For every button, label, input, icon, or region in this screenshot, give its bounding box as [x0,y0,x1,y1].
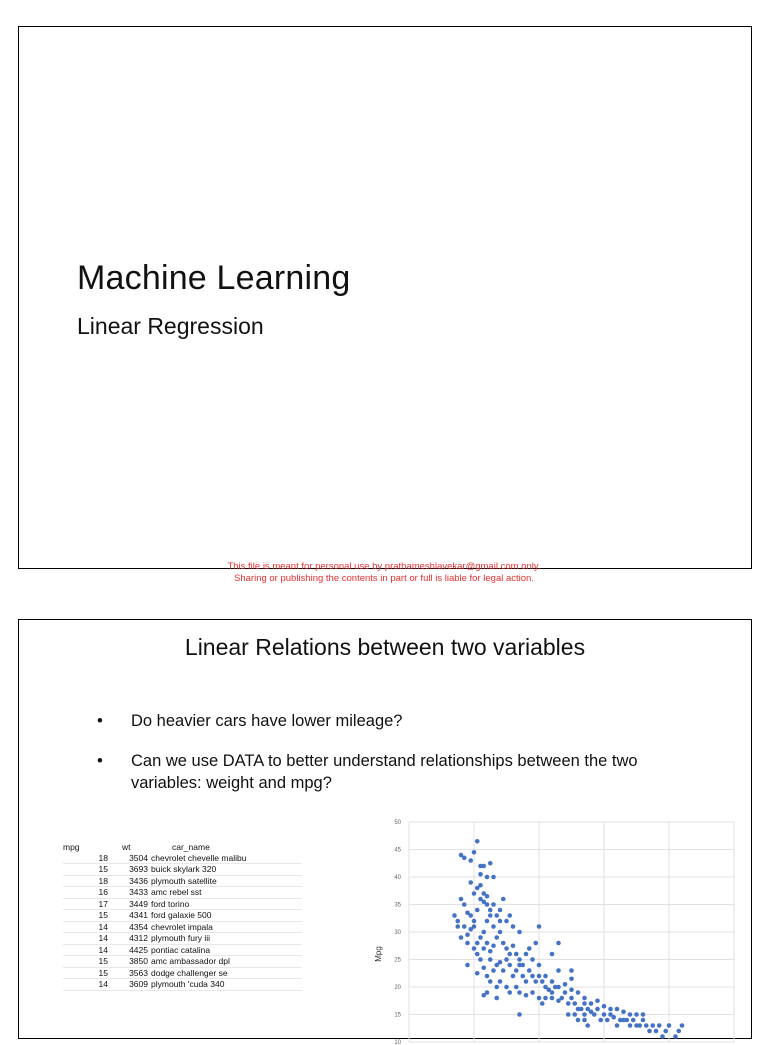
data-point [517,930,522,935]
table-header-cell: car_name [172,842,210,852]
data-point [631,1018,636,1023]
data-point [475,941,480,946]
bullet-icon: • [97,752,103,770]
y-tick-label: 15 [394,1012,401,1019]
table-cell: 4425 [129,944,148,955]
bullet-list [97,710,697,812]
data-point [533,941,538,946]
data-point [488,908,493,913]
table-cell: 3563 [129,967,148,978]
data-point [527,968,532,973]
data-point [589,1009,594,1014]
data-point [605,1018,610,1023]
data-point [576,1018,581,1023]
data-point [491,924,496,929]
slide-title: Machine Learning [77,259,351,297]
data-point [468,858,473,863]
data-point [647,1029,652,1034]
data-point [533,979,538,984]
data-point [488,913,493,918]
data-point [602,1004,607,1009]
table-row [63,968,302,980]
data-point [595,1007,600,1012]
table-cell: 15 [98,864,108,874]
table-cell: dodge challenger se [151,967,228,978]
table-cell: 14 [98,944,108,955]
data-point [530,974,535,979]
data-point [472,946,477,951]
data-point [524,979,529,984]
data-point [462,924,467,929]
data-point [517,963,522,968]
data-point [481,930,486,935]
data-point [478,864,483,869]
slide-title: Linear Relations between two variables [184,634,586,660]
table-cell: buick skylark 320 [151,864,217,874]
data-point [475,908,480,913]
data-point [530,957,535,962]
bullet-item [97,710,697,732]
watermark-notice-line1: This file is meant for personal use by prathameshlavekar@gmail.com only. [227,561,541,572]
table-cell: 15 [98,967,108,978]
y-tick-label: 10 [394,1040,401,1045]
data-point [498,908,503,913]
data-point [462,902,467,907]
data-point [452,913,457,918]
bullet-text: Can we use DATA to better understand relationships between the two variables: weight and mpg? [131,752,638,792]
table-row [63,864,302,876]
data-point [491,875,496,880]
data-point [624,1018,629,1023]
table-cell: amc ambassador dpl [151,956,230,966]
data-point [472,919,477,924]
data-point [504,919,509,924]
data-point [481,899,486,904]
data-point [481,946,486,951]
data-point [673,1034,678,1039]
data-point [556,968,561,973]
data-point [527,946,532,951]
data-point [572,1001,577,1006]
bullet-icon: • [97,712,103,730]
data-point [478,883,483,888]
data-point [494,913,499,918]
data-point [520,974,525,979]
data-point [530,990,535,995]
data-point [517,957,522,962]
data-point [485,875,490,880]
data-point [514,968,519,973]
table-cell: 18 [98,875,108,886]
data-point [511,943,516,948]
data-point [462,855,467,860]
y-tick-label: 25 [394,957,401,964]
table-row [63,933,302,945]
data-point [465,932,470,937]
table-row [63,876,302,888]
table-cell: 14 [98,933,108,943]
data-point [582,1018,587,1023]
data-point [621,1009,626,1014]
data-point [537,996,542,1001]
data-point [634,1012,639,1017]
data-point [504,985,509,990]
data-point [569,976,574,981]
data-point [543,974,548,979]
table-cell: amc rebel sst [151,887,202,897]
data-point [595,998,600,1003]
data-point [498,930,503,935]
data-point [475,971,480,976]
data-point [488,949,493,954]
table-cell: 17 [98,898,108,909]
data-point [494,935,499,940]
data-point [478,957,483,962]
data-point [498,919,503,924]
data-point [507,913,512,918]
data-point [498,979,503,984]
data-point [465,941,470,946]
y-tick-label: 45 [394,847,401,854]
data-point [501,941,506,946]
data-point [540,979,545,984]
table-cell: plymouth fury iii [151,933,211,943]
data-point [563,982,568,987]
data-point [507,990,512,995]
data-point [569,996,574,1001]
title-slide [18,26,752,569]
data-point [537,963,542,968]
data-point [504,946,509,951]
data-point [501,897,506,902]
data-point [485,990,490,995]
table-row [63,853,302,865]
data-point [602,1012,607,1017]
data-point [468,880,473,885]
data-point [465,963,470,968]
data-point [488,979,493,984]
y-axis-label: Mpg [374,946,383,962]
data-point [455,924,460,929]
data-point [550,996,555,1001]
table-cell: 4341 [129,910,148,920]
data-point [641,1012,646,1017]
data-point [485,974,490,979]
data-point [654,1029,659,1034]
data-point [511,924,516,929]
data-point [524,952,529,957]
data-point [543,996,548,1001]
data-point [507,952,512,957]
table-cell: ford torino [151,898,190,909]
data-point [537,924,542,929]
table-header-cell: mpg [63,842,80,852]
data-point [663,1029,668,1034]
table-row [63,956,302,968]
y-tick-label: 30 [394,930,401,936]
data-point [550,952,555,957]
y-tick-label: 50 [394,820,401,826]
data-point [676,1029,681,1034]
data-point [569,987,574,992]
data-point [566,1001,571,1006]
data-point [641,1018,646,1023]
data-point [540,1001,545,1006]
table-cell: 15 [98,910,108,920]
data-point [598,1018,603,1023]
data-point [488,861,493,866]
table-cell: 3504 [129,852,148,863]
table-cell: 3693 [129,864,148,874]
data-point [628,1012,633,1017]
scatter-chart [349,815,749,1045]
data-point [491,943,496,948]
table-cell: 15 [98,956,108,966]
data-point [459,935,464,940]
data-point [569,968,574,973]
data-point [615,1007,620,1012]
table-row [63,899,302,911]
table-row [63,979,302,991]
data-point [563,990,568,995]
data-point [514,952,519,957]
data-point [556,941,561,946]
table-cell: chevrolet chevelle malibu [151,852,247,863]
data-point [494,985,499,990]
bullet-item [97,750,697,794]
data-point [485,941,490,946]
data-point [511,974,516,979]
y-tick-label: 40 [394,875,401,881]
data-point [488,957,493,962]
data-point [576,990,581,995]
data-point [491,968,496,973]
table-cell: 18 [98,852,108,863]
table-cell: pontiac catalina [151,944,211,955]
data-point [472,924,477,929]
data-point [550,990,555,995]
data-point [582,996,587,1001]
data-point [566,1012,571,1017]
data-point [537,974,542,979]
data-point [556,985,561,990]
data-point [660,1034,665,1039]
data-point [472,891,477,896]
data-point [472,850,477,855]
data-table [63,842,302,991]
data-point [611,1015,616,1020]
y-tick-label: 20 [394,985,401,991]
data-point [475,839,480,844]
table-cell: 16 [98,887,108,897]
data-point [494,996,499,1001]
data-point [498,960,503,965]
data-point [582,1012,587,1017]
data-point [455,919,460,924]
table-cell: 3436 [129,875,148,886]
table-cell: 4354 [129,921,148,932]
y-tick-label: 35 [394,902,401,909]
data-point [478,872,483,877]
table-cell: ford galaxie 500 [151,910,212,920]
table-cell: 14 [98,979,108,989]
slide-subtitle: Linear Regression [77,313,264,339]
table-cell: 3449 [129,898,148,909]
data-point [485,894,490,899]
table-cell: 3850 [129,956,148,966]
table-cell: 3433 [129,887,148,897]
table-cell: 14 [98,921,108,932]
table-header-cell: wt [122,842,131,852]
data-point [478,935,483,940]
bullet-text: Do heavier cars have lower mileage? [131,712,403,730]
data-point [485,919,490,924]
data-point [459,897,464,902]
table-row [63,910,302,922]
data-point [507,963,512,968]
data-point [579,1007,584,1012]
data-point [514,985,519,990]
table-cell: 3609 [129,979,148,989]
data-point [589,1001,594,1006]
data-point [524,993,529,998]
data-point [504,957,509,962]
content-slide [18,619,752,1045]
table-row [63,922,302,934]
table-header-row [63,842,302,853]
data-point [572,1012,577,1017]
data-point [501,968,506,973]
table-row [63,887,302,899]
table-row [63,945,302,957]
data-point [475,952,480,957]
data-point [550,979,555,984]
data-point [582,1001,587,1006]
data-point [468,913,473,918]
data-point [491,902,496,907]
data-point [517,990,522,995]
table-cell: plymouth satellite [151,875,217,886]
data-point [559,996,564,1001]
table-cell: 4312 [129,933,148,943]
watermark-notice-line2: Sharing or publishing the contents in part or full is liable for legal action. [234,573,534,584]
data-point [481,965,486,970]
table-cell: chevrolet impala [151,921,213,932]
data-point [517,1012,522,1017]
table-cell: plymouth 'cuda 340 [151,979,225,989]
data-point [608,1007,613,1012]
